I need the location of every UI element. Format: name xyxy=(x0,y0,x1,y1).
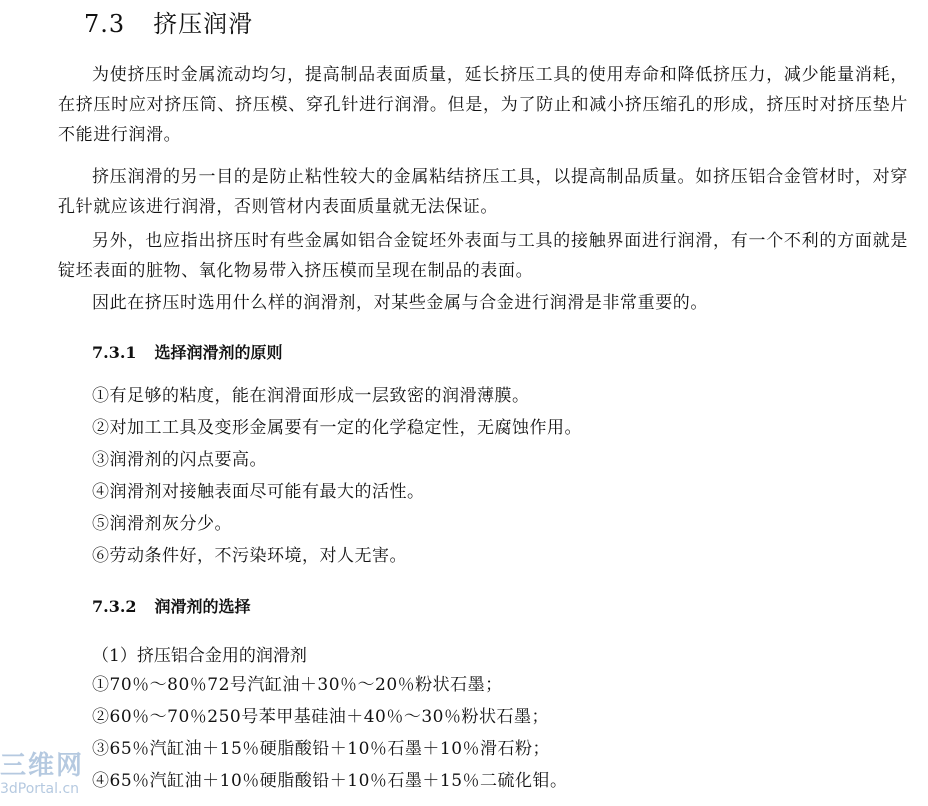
section-title-text: 挤压润滑 xyxy=(153,10,254,38)
watermark-top-text: 三维网 xyxy=(0,751,85,781)
list-item: ③润滑剂的闪点要高。 xyxy=(92,450,267,470)
subsection-1-heading xyxy=(92,340,283,363)
list-item: ⑥劳动条件好，不污染环境，对人无害。 xyxy=(92,546,407,566)
section-title xyxy=(84,4,253,39)
list-item: ④润滑剂对接触表面尽可能有最大的活性。 xyxy=(92,482,425,502)
list-item: ⑤润滑剂灰分少。 xyxy=(92,514,232,534)
paragraph-4: 因此在挤压时选用什么样的润滑剂，对某些金属与合金进行润滑是非常重要的。 xyxy=(92,293,708,313)
paragraph-1: 为使挤压时金属流动均匀，提高制品表面质量，延长挤压工具的使用寿命和降低挤压力，减少能量消耗，在挤压时应对挤压筒、挤压模、穿孔针进行润滑。但是，为了防止和减小挤压缩孔的形成，挤压时对挤压垫片不能进行润滑。 xyxy=(58,65,908,145)
list-item: ①有足够的粘度，能在润滑面形成一层致密的润滑薄膜。 xyxy=(92,386,530,406)
subsection-2-number: 7.3.2 xyxy=(92,597,137,616)
watermark-bottom-text: 3dPortal.cn xyxy=(0,781,80,797)
subsection-2-title: 润滑剂的选择 xyxy=(154,597,251,616)
principles-list xyxy=(92,380,582,572)
paragraph-2: 挤压润滑的另一目的是防止粘性较大的金属粘结挤压工具，以提高制品质量。如挤压铝合金管材时，对穿孔针就应该进行润滑，否则管材内表面质量就无法保证。 xyxy=(58,167,908,217)
subsection-1-number: 7.3.1 xyxy=(92,343,137,362)
list-item: ③65％汽缸油＋15％硬脂酸铅＋10％石墨＋10％滑石粉； xyxy=(92,739,551,759)
list-item: ④65％汽缸油＋10％硬脂酸铅＋10％石墨＋15％二硫化钼。 xyxy=(92,771,568,791)
list-item: ②60％～70％250号苯甲基硅油＋40％～30％粉状石墨； xyxy=(92,707,549,727)
watermark-logo xyxy=(0,752,110,806)
list-item: ①70％～80％72号汽缸油＋30％～20％粉状石墨； xyxy=(92,675,503,695)
section-number: 7.3 xyxy=(84,10,126,38)
lubricant-group-title: （1）挤压铝合金用的润滑剂 xyxy=(92,646,307,666)
paragraph-3: 另外，也应指出挤压时有些金属如铝合金锭坯外表面与工具的接触界面进行润滑，有一个不利的方面就是锭坯表面的脏物、氧化物易带入挤压模而呈现在制品的表面。 xyxy=(58,231,908,281)
subsection-1-title: 选择润滑剂的原则 xyxy=(154,343,283,362)
subsection-2-heading xyxy=(92,594,251,617)
list-item: ②对加工工具及变形金属要有一定的化学稳定性，无腐蚀作用。 xyxy=(92,418,582,438)
lubricant-list xyxy=(92,669,568,797)
